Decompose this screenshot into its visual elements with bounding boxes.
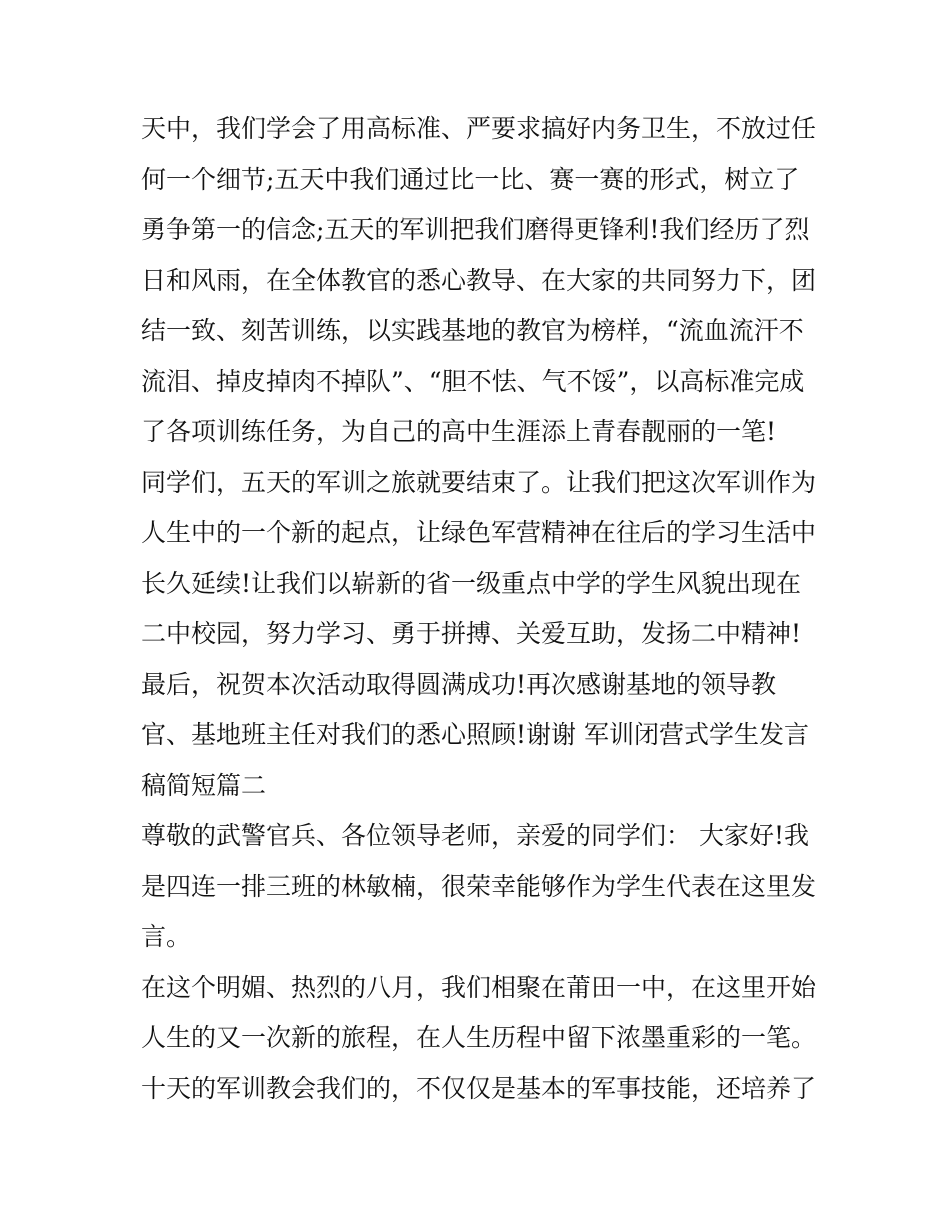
text-line-3: 勇争第一的信念;五天的军训把我们磨得更锋利!我们经历了烈	[141, 215, 810, 244]
text-line-16: 是四连一排三班的林敏楠，很荣幸能够作为学生代表在这里发	[141, 871, 817, 901]
text-line-1: 天中，我们学会了用高标准、严要求搞好内务卫生，不放过任	[141, 114, 817, 143]
document-body	[141, 104, 821, 1114]
text-line-10: 长久延续!让我们以崭新的省一级重点中学的学生风貌出现在	[141, 568, 802, 598]
text-line-9: 人生中的一个新的起点，让绿色军营精神在往后的学习生活中	[141, 518, 817, 547]
text-line-6: 流泪、掉皮掉肉不掉队”、“胆不怯、气不馁”，以高标准完成	[141, 366, 805, 396]
text-line-11: 二中校园，努力学习、勇于拼搏、关爱互助，发扬二中精神!	[141, 619, 802, 648]
text-line-5: 结一致、刻苦训练，以实践基地的教官为榜样，“流血流汗不	[141, 316, 804, 345]
text-line-17: 言。	[141, 922, 192, 951]
text-line-18: 在这个明媚、热烈的八月，我们相聚在莆田一中，在这里开始	[141, 972, 817, 1002]
text-line-2: 何一个细节;五天中我们通过比一比、赛一赛的形式，树立了	[141, 164, 800, 194]
text-line-4: 日和风雨，在全体教官的悉心教导、在大家的共同努力下，团	[141, 265, 817, 295]
text-line-20: 十天的军训教会我们的，不仅仅是基本的军事技能，还培养了	[141, 1073, 817, 1103]
text-line-14: 稿简短篇二	[141, 770, 267, 800]
text-line-8: 同学们，五天的军训之旅就要结束了。让我们把这次军训作为	[141, 467, 817, 497]
text-line-15: 尊敬的武警官兵、各位领导老师，亲爱的同学们： 大家好!我	[141, 821, 809, 850]
text-line-7: 了各项训练任务，为自己的高中生涯添上青春靓丽的一笔!	[141, 417, 777, 446]
text-line-13: 官、基地班主任对我们的悉心照顾!谢谢 军训闭营式学生发言	[141, 720, 809, 749]
text-line-12: 最后，祝贺本次活动取得圆满成功!再次感谢基地的领导教	[141, 669, 777, 699]
text-line-19: 人生的又一次新的旅程，在人生历程中留下浓墨重彩的一笔。	[141, 1023, 817, 1052]
